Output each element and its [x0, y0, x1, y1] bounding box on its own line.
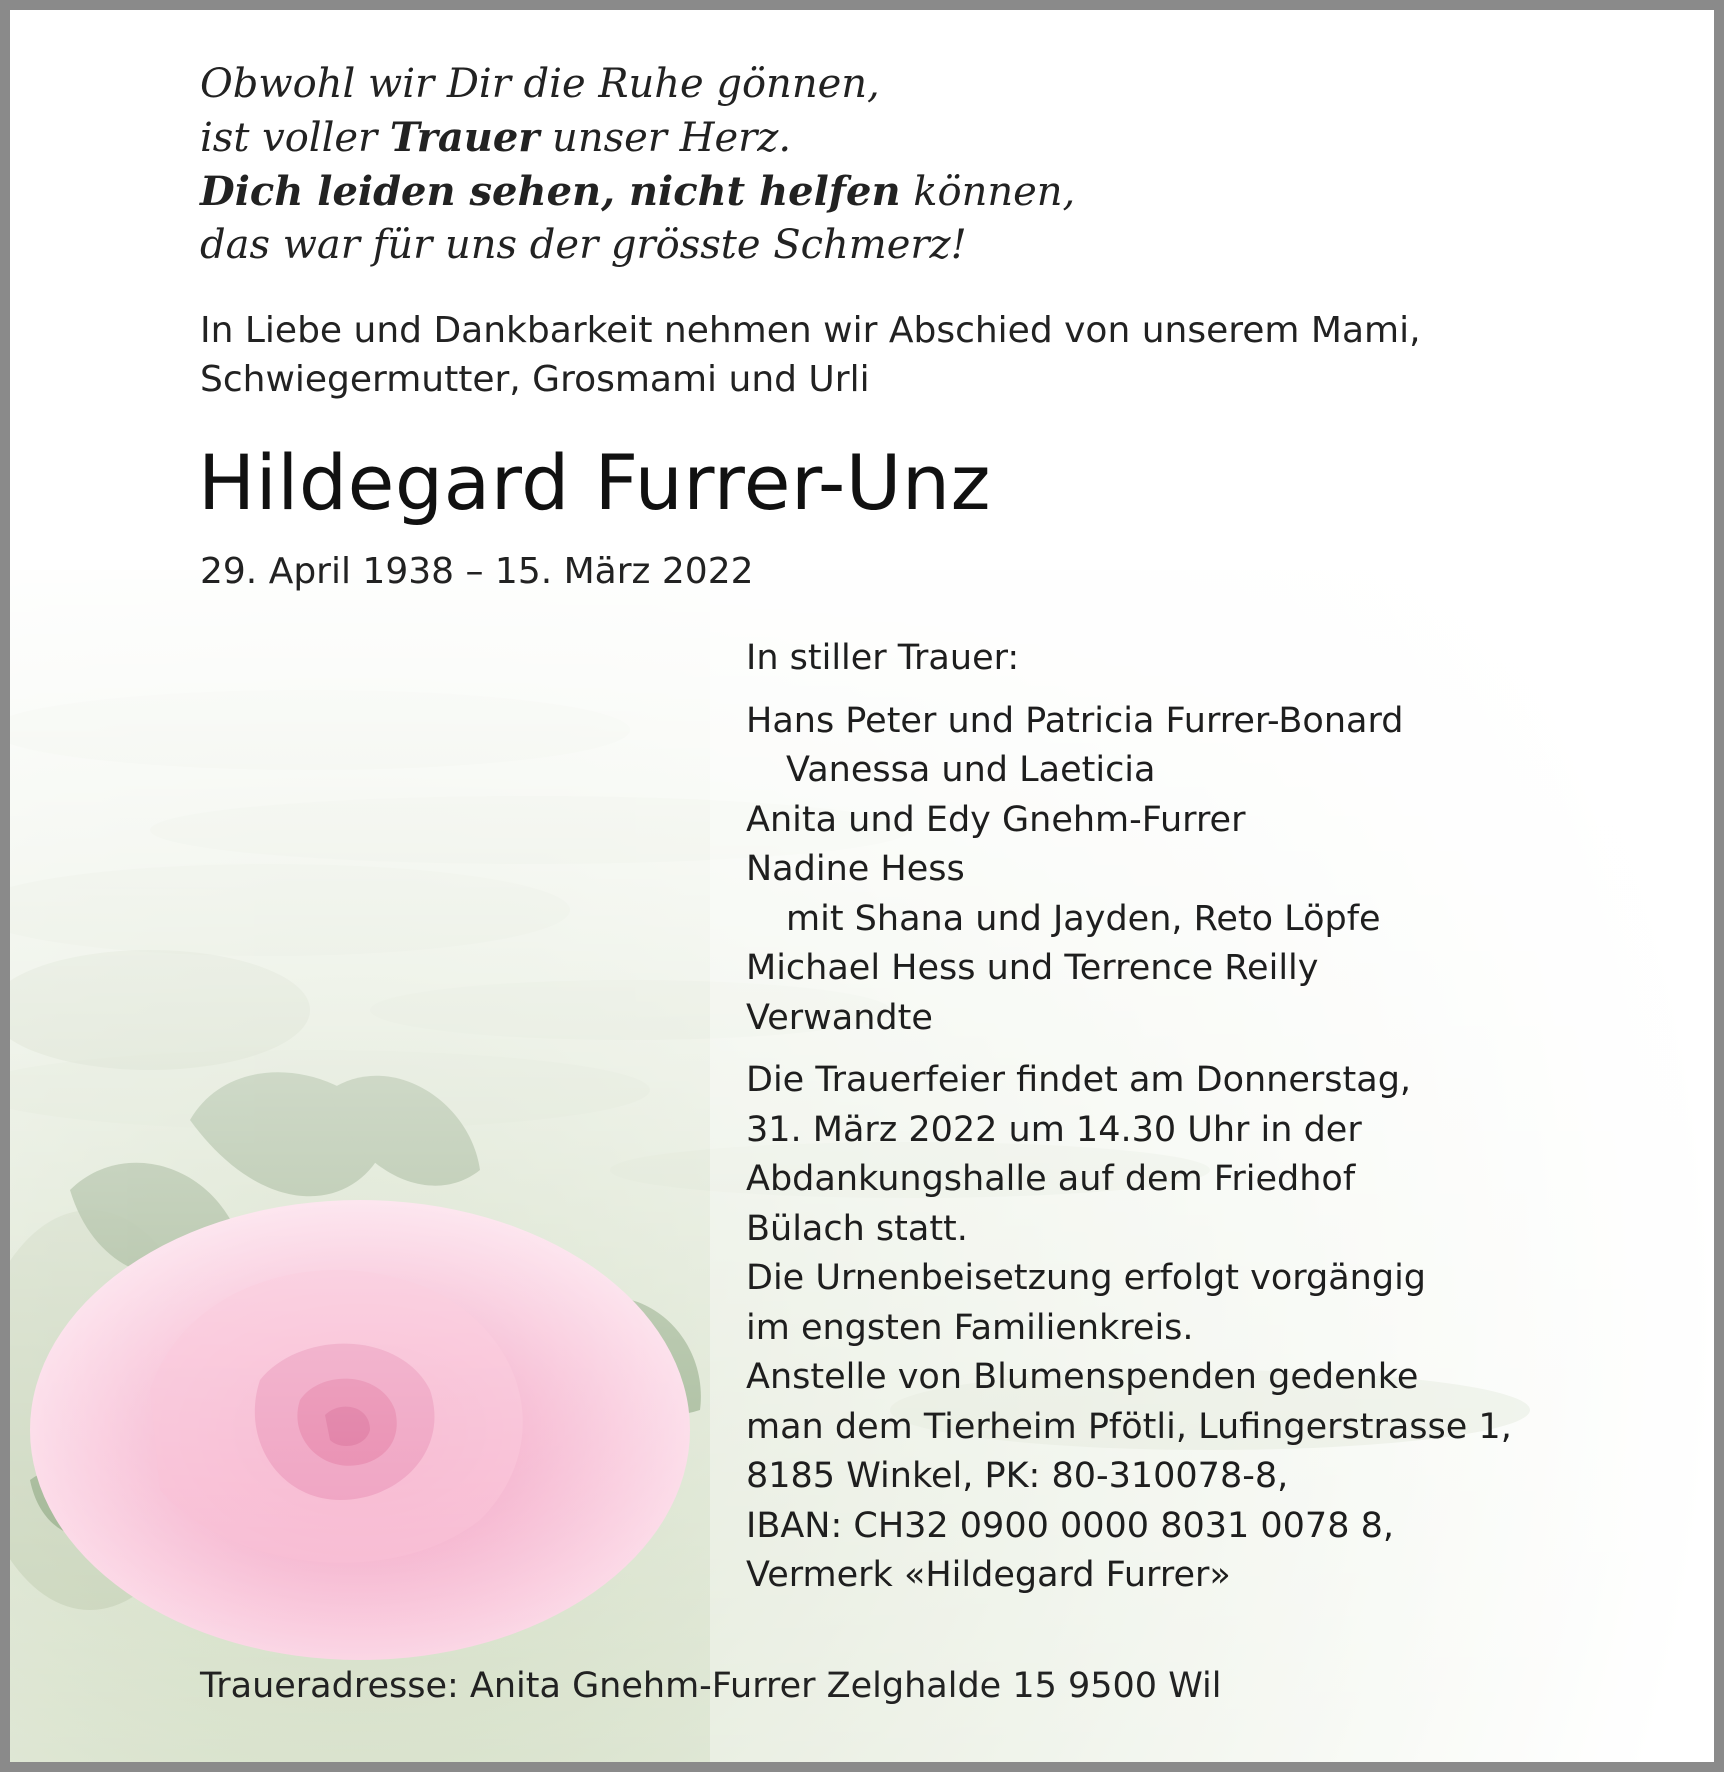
- donation-line: IBAN: CH32 0900 0000 8031 0078 8,: [746, 1505, 1394, 1546]
- ceremony-line: 31. März 2022 um 14.30 Uhr in der: [746, 1109, 1362, 1150]
- mourner-line: Verwandte: [746, 997, 933, 1038]
- mourner-line: mit Shana und Jayden, Reto Löpfe: [786, 898, 1381, 939]
- donation-line: 8185 Winkel, PK: 80-310078-8,: [746, 1456, 1289, 1496]
- mourner-line: Vanessa und Laeticia: [786, 750, 1156, 790]
- mourner-line: Anita und Edy Gnehm-Furrer: [746, 799, 1246, 840]
- ceremony-line: Die Urnenbeisetzung erfolgt vorgängig: [746, 1258, 1427, 1298]
- ceremony-line: Abdankungshalle auf dem Friedhof: [746, 1159, 1356, 1199]
- mourner-line: Hans Peter und Patricia Furrer-Bonard: [746, 700, 1404, 741]
- poem-verse: [200, 58, 1075, 272]
- mourning-address: Traueradresse: Anita Gnehm-Furrer Zelghalde 15 9500 Wil: [200, 1666, 1222, 1706]
- mourner-line: Michael Hess und Terrence Reilly: [746, 948, 1319, 988]
- intro-line-2: Schwiegermutter, Grosmami und Urli: [200, 359, 870, 400]
- mourners-heading: In stiller Trauer:: [746, 638, 1020, 678]
- poem-line-2: ist voller Trauer unser Herz.: [200, 114, 792, 161]
- ceremony-line: im engsten Familienkreis.: [746, 1307, 1194, 1348]
- life-dates: 29. April 1938 – 15. März 2022: [200, 551, 754, 592]
- deceased-name: Hildegard Furrer-Unz: [198, 438, 991, 527]
- poem-line-4: das war für uns der grösste Schmerz!: [200, 222, 967, 268]
- donation-line: Anstelle von Blumenspenden gedenke: [746, 1357, 1419, 1397]
- ceremony-line: Die Trauerfeier findet am Donnerstag,: [746, 1060, 1412, 1100]
- donation-line: Vermerk «Hildegard Furrer»: [746, 1555, 1231, 1595]
- intro-line-1: In Liebe und Dankbarkeit nehmen wir Abschied von unserem Mami,: [200, 310, 1421, 351]
- right-column: [746, 634, 1512, 1601]
- mourner-line: Nadine Hess: [746, 849, 965, 889]
- intro-text: [200, 306, 1421, 404]
- ceremony-line: Bülach statt.: [746, 1208, 968, 1249]
- poem-line-3: Dich leiden sehen, nicht helfen können,: [200, 168, 1076, 215]
- donation-line: man dem Tierheim Pfötli, Lufingerstrasse 1,: [746, 1406, 1512, 1447]
- poem-line-1: Obwohl wir Dir die Ruhe gönnen,: [200, 61, 880, 107]
- obituary-page: [10, 10, 1714, 1762]
